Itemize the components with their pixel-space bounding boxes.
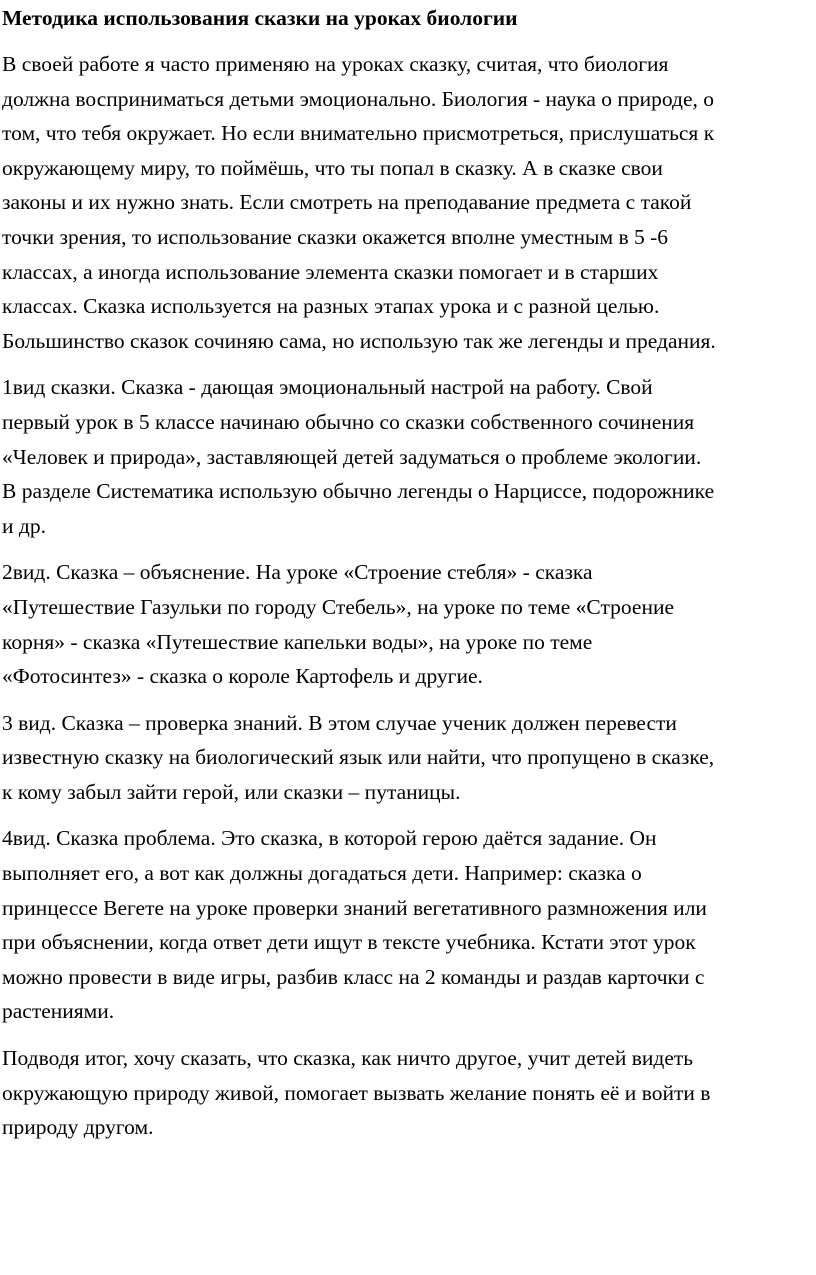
paragraph-conclusion bbox=[2, 1041, 814, 1145]
text-line: Большинство сказок сочиняю сама, но использую так же легенды и предания. bbox=[2, 328, 716, 353]
text-line: «Путешествие Газульки по городу Стебель», на уроке по теме «Строение bbox=[2, 594, 675, 619]
text-line: можно провести в виде игры, разбив класс на 2 команды и раздав карточки с bbox=[2, 964, 705, 989]
text-line: «Фотосинтез» - сказка о короле Картофель и другие. bbox=[2, 664, 483, 689]
text-line: к кому забыл зайти герой, или сказки – путаницы. bbox=[2, 779, 461, 804]
text-line: В разделе Систематика использую обычно легенды о Нарциссе, подорожнике bbox=[2, 479, 715, 504]
text-line: В своей работе я часто применяю на уроках сказку, считая, что биология bbox=[2, 52, 669, 76]
document-page bbox=[2, 0, 814, 1145]
text-line: при объяснении, когда ответ дети ищут в тексте учебника. Кстати этот урок bbox=[2, 930, 696, 955]
text-line: окружающую природу живой, помогает вызвать желание понять её и войти в bbox=[2, 1080, 711, 1105]
text-line: первый урок в 5 классе начинаю обычно со сказки собственного сочинения bbox=[2, 409, 695, 434]
text-line: 4вид. Сказка проблема. Это сказка, в которой герою даётся задание. Он bbox=[2, 826, 657, 851]
paragraph-type-1 bbox=[2, 370, 814, 543]
text-line: известную сказку на биологический язык или найти, что пропущено в сказке, bbox=[2, 745, 715, 770]
text-line: природу другом. bbox=[2, 1115, 154, 1140]
text-line: выполняет его, а вот как должны догадаться дети. Например: сказка о bbox=[2, 861, 642, 886]
text-line: том, что тебя окружает. Но если внимательно присмотреться, прислушаться к bbox=[2, 121, 715, 146]
text-line: 2вид. Сказка – объяснение. На уроке «Строение стебля» - сказка bbox=[2, 560, 593, 585]
text-line: 1вид сказки. Сказка - дающая эмоциональный настрой на работу. Свой bbox=[2, 375, 653, 400]
text-line: окружающему миру, то поймёшь, что ты попал в сказку. А в сказке свои bbox=[2, 155, 663, 180]
text-line: принцессе Вегете на уроке проверки знаний вегетативного размножения или bbox=[2, 895, 707, 920]
text-line: корня» - сказка «Путешествие капельки воды», на уроке по теме bbox=[2, 629, 593, 654]
text-line: должна восприниматься детьми эмоционально. Биология - наука о природе, о bbox=[2, 86, 714, 111]
paragraph-type-2 bbox=[2, 555, 814, 693]
text-line: 3 вид. Сказка – проверка знаний. В этом случае ученик должен перевести bbox=[2, 710, 677, 735]
paragraph-intro bbox=[2, 47, 814, 358]
text-line: «Человек и природа», заставляющей детей задуматься о проблеме экологии. bbox=[2, 444, 702, 469]
text-line: точки зрения, то использование сказки окажется вполне уместным в 5 -6 bbox=[2, 224, 669, 249]
text-line: законы и их нужно знать. Если смотреть на преподавание предмета с такой bbox=[2, 190, 692, 215]
text-line: растениями. bbox=[2, 999, 115, 1024]
text-line: классах, а иногда использование элемента сказки помогает и в старших bbox=[2, 259, 659, 284]
text-line: и др. bbox=[2, 513, 46, 538]
text-line: классах. Сказка используется на разных этапах урока и с разной целью. bbox=[2, 294, 660, 319]
paragraph-type-3 bbox=[2, 706, 814, 810]
document-title: Методика использования сказки на уроках биологии bbox=[2, 6, 518, 30]
paragraph-type-4 bbox=[2, 821, 814, 1029]
text-line: Подводя итог, хочу сказать, что сказка, как ничто другое, учит детей видеть bbox=[2, 1046, 694, 1071]
